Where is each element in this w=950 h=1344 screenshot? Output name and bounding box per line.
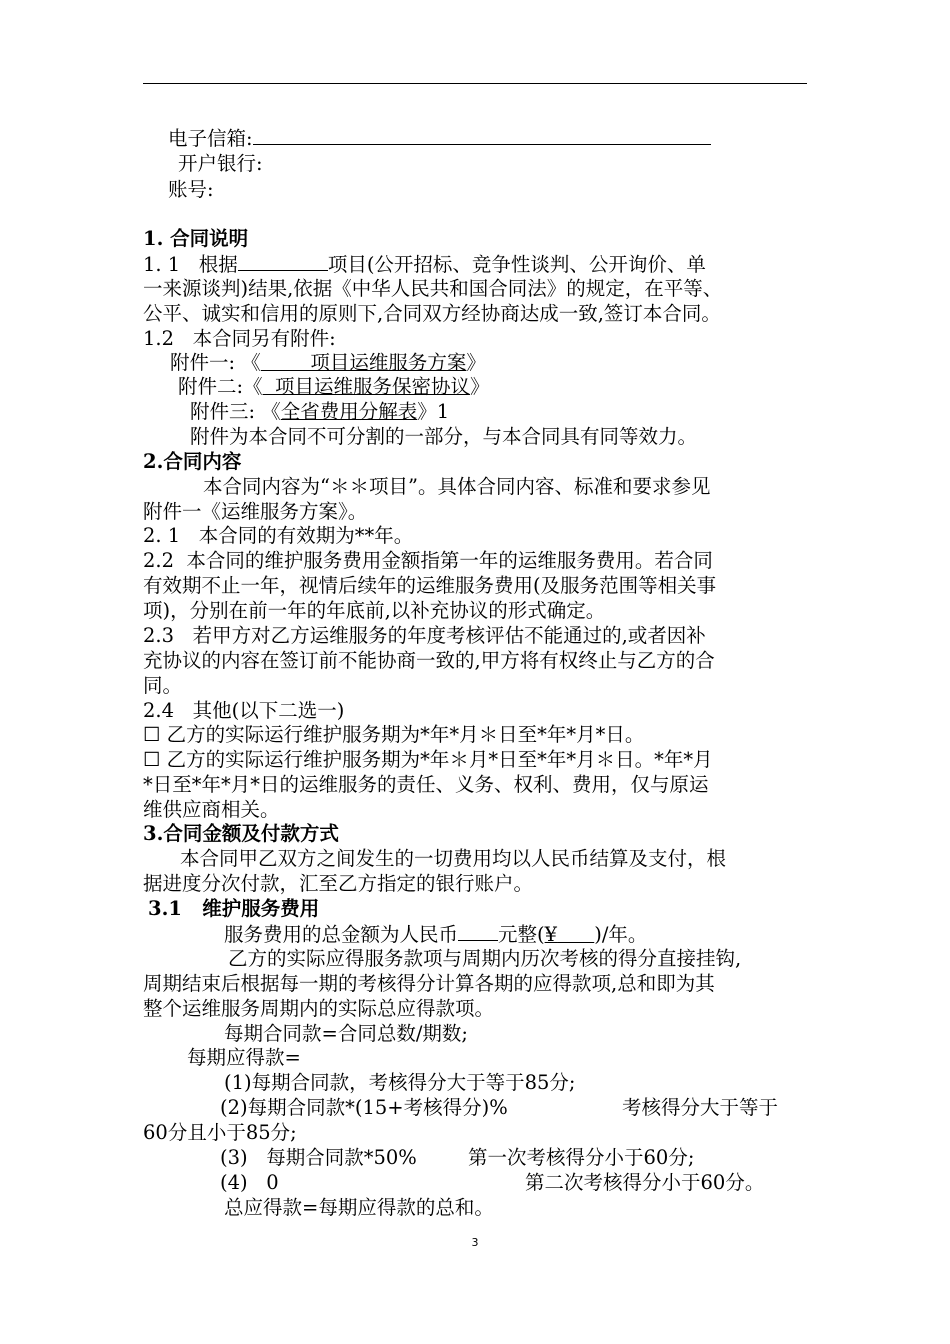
clause-1-2: 1.2 本合同另有附件: bbox=[143, 327, 336, 350]
section-1-title: 1. 合同说明 bbox=[143, 227, 249, 250]
payment-desc-line-2: 周期结束后根据每一期的考核得分计算各期的应得款项,总和即为其 bbox=[143, 972, 715, 995]
clause-2-2-line-3: 项)，分别在前一年的年底前,以补充协议的形式确定。 bbox=[143, 599, 606, 622]
attachment-2-close: 》 bbox=[469, 375, 490, 398]
option-2-checkbox-line-1[interactable]: ☐ 乙方的实际运行维护服务期为*年＊月*日至*年*月＊日。*年*月 bbox=[143, 748, 713, 771]
option-1-checkbox-line[interactable]: ☐ 乙方的实际运行维护服务期为*年*月＊日至*年*月*日。 bbox=[143, 723, 645, 746]
attachment-2-label: 附件二:《 bbox=[178, 375, 263, 398]
account-label: 账号: bbox=[168, 178, 214, 201]
clause-1-1-line-3: 公平、诚实和信用的原则下,合同双方经协商达成一致,签订本合同。 bbox=[143, 302, 721, 325]
amount-figure-blank bbox=[545, 923, 595, 946]
attachment-1-title: 项目运维服务方案 bbox=[260, 351, 467, 374]
condition-2-rule: 考核得分大于等于 bbox=[622, 1096, 779, 1119]
clause-2-4: 2.4 其他(以下二选一) bbox=[143, 699, 345, 722]
attachment-note: 附件为本合同不可分割的一部分，与本合同具有同等效力。 bbox=[190, 425, 698, 448]
formula-per-period-due: 每期应得款= bbox=[187, 1046, 301, 1069]
amount-figure-space bbox=[557, 923, 594, 946]
email-field-row bbox=[168, 126, 711, 151]
attachment-2-title: 项目运维服务保密协议 bbox=[262, 375, 470, 398]
amount-words-blank bbox=[458, 922, 498, 941]
option-2-line-3: 维供应商相关。 bbox=[143, 798, 280, 821]
attachment-3 bbox=[190, 400, 449, 424]
condition-2-rule-cont: 60分且小于85分; bbox=[143, 1121, 297, 1144]
header-rule bbox=[143, 83, 807, 84]
attachment-3-close: 》1 bbox=[417, 400, 450, 423]
formula-per-period-contract: 每期合同款=合同总数/期数; bbox=[224, 1022, 468, 1045]
clause-2-3-line-3: 同。 bbox=[143, 674, 183, 697]
clause-1-1-text-b: 项目(公开招标、竞争性谈判、公开询价、单 bbox=[327, 253, 706, 276]
per-year-text: )/年。 bbox=[594, 923, 648, 946]
clause-2-2-line-2: 有效期不止一年，视情后续年的运维服务费用(及服务范围等相关事 bbox=[143, 574, 717, 597]
total-amount-unit: 元整( bbox=[498, 923, 545, 946]
payment-desc-line-1: 乙方的实际应得服务款项与周期内历次考核的得分直接挂钩, bbox=[228, 947, 742, 970]
section-2-intro-line-1: 本合同内容为“＊＊项目”。具体合同内容、标准和要求参见 bbox=[203, 475, 711, 498]
condition-3-formula: (3) 每期合同款*50% bbox=[220, 1146, 417, 1169]
total-amount-line bbox=[224, 922, 647, 947]
section-3-title: 3.合同金额及付款方式 bbox=[143, 822, 339, 845]
payment-desc-line-3: 整个运维服务周期内的实际总应得款项。 bbox=[143, 997, 495, 1020]
condition-1: (1)每期合同款，考核得分大于等于85分; bbox=[224, 1071, 576, 1094]
attachment-3-title: 全省费用分解表 bbox=[280, 400, 418, 423]
clause-2-2-line-1: 2.2 本合同的维护服务费用金额指第一年的运维服务费用。若合同 bbox=[143, 549, 713, 572]
section-2-intro-line-2: 附件一《运维服务方案》。 bbox=[143, 500, 368, 523]
total-due-formula: 总应得款=每期应得款的总和。 bbox=[224, 1196, 494, 1219]
condition-3-rule: 第一次考核得分小于60分; bbox=[468, 1146, 695, 1169]
email-label: 电子信箱: bbox=[168, 127, 253, 150]
clause-2-3-line-1: 2.3 若甲方对乙方运维服务的年度考核评估不能通过的,或者因补 bbox=[143, 624, 706, 647]
yuan-sign: ¥ bbox=[544, 923, 558, 946]
clause-1-1-text-a: 1. 1 根据 bbox=[143, 253, 238, 276]
clause-1-1-line-2: 一来源谈判)结果,依据《中华人民共和国合同法》的规定，在平等、 bbox=[143, 277, 723, 300]
clause-2-3-line-2: 充协议的内容在签订前不能协商一致的,甲方将有权终止与乙方的合 bbox=[143, 649, 715, 672]
condition-4-rule: 第二次考核得分小于60分。 bbox=[525, 1171, 765, 1194]
section-2-title: 2.合同内容 bbox=[143, 450, 242, 473]
attachment-3-label: 附件三: 《 bbox=[190, 400, 281, 423]
option-2-line-2: *日至*年*月*日的运维服务的责任、义务、权利、费用，仅与原运 bbox=[143, 773, 709, 796]
clause-1-1-line-1 bbox=[143, 252, 706, 277]
attachment-2 bbox=[178, 375, 490, 399]
attachment-1-label: 附件一: 《 bbox=[170, 351, 261, 374]
clause-3-1-title: 3.1 维护服务费用 bbox=[148, 897, 320, 920]
attachment-1 bbox=[170, 351, 486, 375]
email-blank bbox=[253, 126, 711, 145]
project-name-blank bbox=[238, 252, 328, 271]
section-3-intro-line-1: 本合同甲乙双方之间发生的一切费用均以人民币结算及支付，根 bbox=[180, 847, 727, 870]
condition-4-formula: (4) 0 bbox=[220, 1171, 279, 1194]
total-amount-text: 服务费用的总金额为人民币 bbox=[224, 923, 459, 946]
condition-2-formula: (2)每期合同款*(15+考核得分)% bbox=[220, 1096, 508, 1119]
clause-2-1: 2. 1 本合同的有效期为**年。 bbox=[143, 524, 414, 547]
attachment-1-close: 》 bbox=[466, 351, 486, 374]
section-3-intro-line-2: 据进度分次付款，汇至乙方指定的银行账户。 bbox=[143, 872, 534, 895]
bank-label: 开户银行: bbox=[178, 152, 263, 175]
page-number: 3 bbox=[471, 1236, 479, 1249]
